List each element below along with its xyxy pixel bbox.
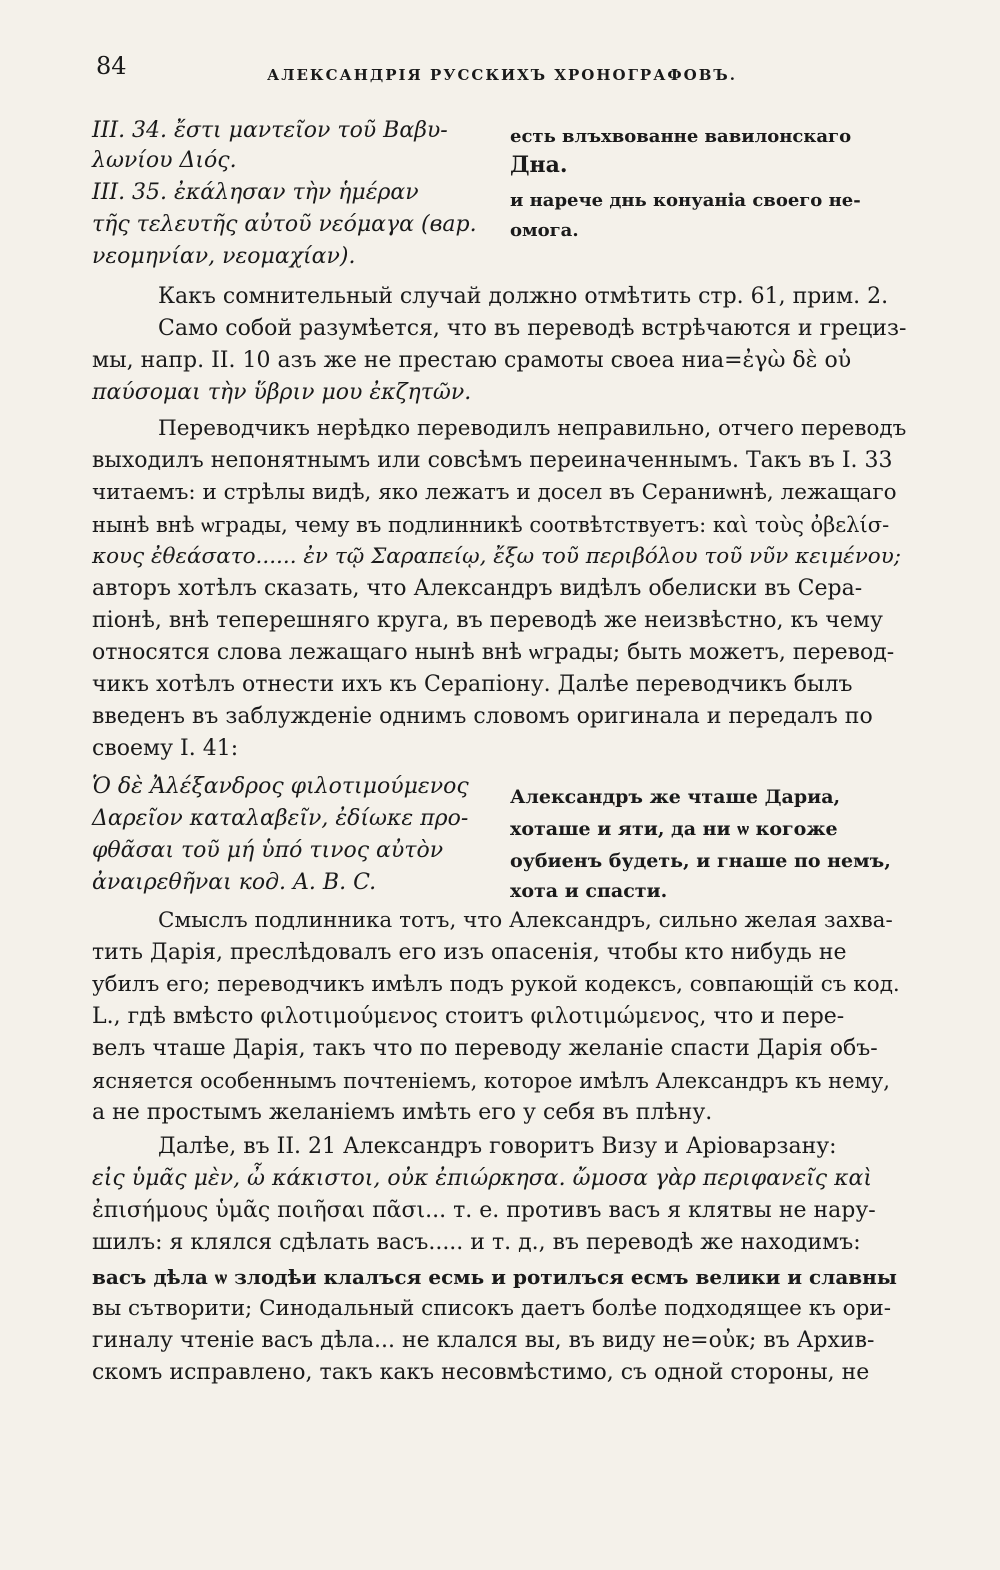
- greek-column-line: λωνίου Διός.: [92, 148, 237, 173]
- body-text-line: κους ἐθεάσατο...... ἐν τῷ Σαραπείῳ, ἔξω τοῦ περιβόλου τοῦ νῦν κειμένου;: [92, 544, 902, 569]
- body-text-line: εἰς ὑμᾶς μὲν, ὦ κάκιστοι, οὐκ ἐπιώρκησα. ὤμοσα γὰρ περιφανεῖς καὶ: [92, 1166, 873, 1191]
- body-text-line: ясняется особеннымъ почтеніемъ, которое имѣлъ Александръ къ нему,: [92, 1069, 890, 1093]
- running-title: АЛЕКСАНДРІЯ РУССКИХЪ ХРОНОГРАФОВЪ.: [267, 66, 737, 84]
- body-text-line: убилъ его; переводчикъ имѣлъ подъ рукой кодексъ, совпающій съ код.: [92, 972, 900, 997]
- body-text-line: піонѣ, внѣ теперешняго круга, въ переводѣ же неизвѣстно, къ чему: [92, 608, 883, 633]
- body-text-line: Какъ сомнительный случай должно отмѣтить стр. 61, прим. 2.: [158, 284, 889, 309]
- body-text-line: относятся слова лежащаго нынѣ внѣ ѡграды; быть можетъ, перевод-: [92, 640, 895, 665]
- greek-column-line: Δαρεῖον καταλαβεῖν, ἐδίωκε προ-: [92, 806, 469, 831]
- body-text-line: читаемъ: и стрѣлы видѣ, яко лежатъ и досел въ Сераниѡнѣ, лежащаго: [92, 480, 897, 505]
- body-text-line: παύσομαι τὴν ὕβριν μου ἐκζητῶν.: [92, 380, 472, 405]
- greek-column-line: III. 35. ἐκάλησαν τὴν ἡμέραν: [92, 180, 419, 205]
- slavonic-column-line: омога.: [510, 220, 579, 241]
- slavonic-column-line: хоташе и яти, да ни ѡ когоже: [510, 818, 838, 840]
- body-text-line: а не простымъ желаніемъ имѣть его у себя въ плѣну.: [92, 1100, 713, 1125]
- page-number: 84: [96, 52, 127, 80]
- slavonic-column-line: Дна.: [510, 152, 568, 178]
- body-text-line: введенъ въ заблужденіе однимъ словомъ оригинала и передалъ по: [92, 704, 873, 729]
- body-text-line: шилъ: я клялся сдѣлать васъ..... и т. д., въ переводѣ же находимъ:: [92, 1230, 861, 1255]
- body-text-line: вы сътворити; Синодальный списокъ даетъ болѣе подходящее къ ори-: [92, 1296, 891, 1321]
- slavonic-column-line: оубиенъ будеть, и гнаше по немъ,: [510, 850, 891, 872]
- body-text-line: мы, напр. II. 10 азъ же не престаю срамоты своеа ниа=ἐγὼ δὲ οὐ: [92, 348, 852, 373]
- body-text-line: васъ дѣла ѡ злодѣи клалъся есмь и ротилъся есмъ велики и славны: [92, 1265, 897, 1289]
- body-text-line: выходилъ непонятнымъ или совсѣмъ переиначеннымъ. Такъ въ I. 33: [92, 448, 893, 473]
- body-text-line: чикъ хотѣлъ отнести ихъ къ Серапіону. Далѣе переводчикъ былъ: [92, 672, 853, 697]
- slavonic-column-line: Александръ же чташе Дариа,: [510, 786, 841, 808]
- page-header: [92, 52, 912, 92]
- body-text-line: Смыслъ подлинника тотъ, что Александръ, сильно желая захва-: [158, 908, 893, 933]
- body-text-line: L., гдѣ вмѣсто φιλοτιμούμενος стоитъ φιλοτιμώμενος, что и пере-: [92, 1004, 845, 1029]
- body-text-line: своему I. 41:: [92, 736, 239, 761]
- slavonic-column-line: есть влъхвованне вавилонскаго: [510, 126, 852, 147]
- body-text-line: авторъ хотѣлъ сказать, что Александръ видѣлъ обелиски въ Сера-: [92, 576, 863, 601]
- greek-column-line: νεομηνίαν, νεομαχίαν).: [92, 244, 356, 269]
- body-text-line: нынѣ внѣ ѡграды, чему въ подлинникѣ соотвѣтствуетъ: καὶ τοὺς ὀβελίσ-: [92, 513, 890, 537]
- body-text-line: тить Дарія, преслѣдовалъ его изъ опасенія, чтобы кто нибудь не: [92, 940, 847, 965]
- greek-column-line: III. 34. ἔστι μαντεῖον τοῦ Βαβυ-: [92, 118, 448, 143]
- greek-column-line: Ὁ δὲ Ἀλέξανδρος φιλοτιμούμενος: [92, 774, 469, 799]
- body-text-line: ἐπισήμους ὑμᾶς ποιῆσαι πᾶσι... т. е. противъ васъ я клятвы не нару-: [92, 1198, 876, 1223]
- body-text-line: скомъ исправлено, такъ какъ несовмѣстимо, съ одной стороны, не: [92, 1360, 870, 1385]
- slavonic-column-line: и нарече днь конуаніа своего не-: [510, 190, 861, 211]
- body-text-line: Само собой разумѣется, что въ переводѣ встрѣчаются и грециз-: [158, 316, 907, 341]
- body-text-line: велъ чташе Дарія, такъ что по переводу желаніе спасти Дарія объ-: [92, 1036, 878, 1061]
- greek-column-line: τῆς τελευτῆς αὐτοῦ νεόμαγα (вар.: [92, 212, 477, 237]
- greek-column-line: ἀναιρεθῆναι код. A. B. C.: [92, 870, 377, 895]
- slavonic-column-line: хота и спасти.: [510, 880, 668, 902]
- body-text-line: Далѣе, въ II. 21 Александръ говоритъ Визу и Аріоварзану:: [158, 1134, 837, 1159]
- greek-column-line: φθᾶσαι τοῦ μή ὑπό τινος αὐτὸν: [92, 838, 444, 863]
- body-text-line: гиналу чтеніе васъ дѣла... не клался вы, въ виду не=οὐκ; въ Архив-: [92, 1328, 875, 1353]
- body-text-line: Переводчикъ нерѣдко переводилъ неправильно, отчего переводъ: [158, 416, 907, 441]
